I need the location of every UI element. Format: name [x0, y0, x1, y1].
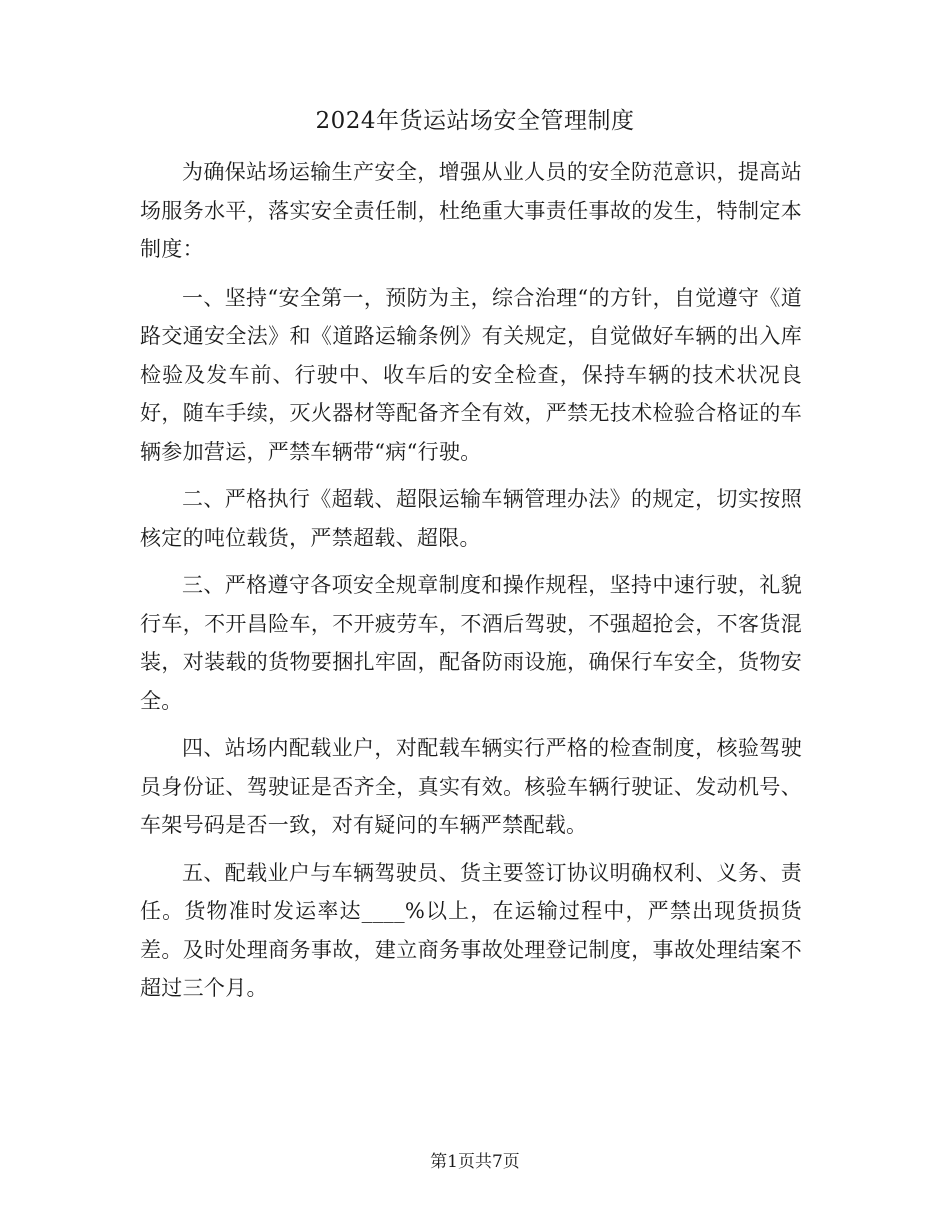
section-2-paragraph: 二、严格执行《超载、超限运输车辆管理办法》的规定，切实按照核定的吨位载货，严禁超载、超限。 [140, 487, 802, 550]
intro-paragraph: 为确保站场运输生产安全，增强从业人员的安全防范意识，提高站场服务水平，落实安全责任制，杜绝重大事责任事故的发生，特制定本制度： [140, 160, 802, 261]
document-title: 2024年货运站场安全管理制度 [315, 108, 635, 134]
section-4-paragraph: 四、站场内配载业户，对配载车辆实行严格的检查制度，核验驾驶员身份证、驾驶证是否齐全，真实有效。核验车辆行驶证、发动机号、车架号码是否一致，对有疑问的车辆严禁配载。 [140, 736, 802, 837]
section-1-paragraph: 一、坚持“安全第一，预防为主，综合治理“的方针，自觉遵守《道路交通安全法》和《道路运输条例》有关规定，自觉做好车辆的出入库检验及发车前、行驶中、收车后的安全检查，保持车辆的技术状况良好，随车手续，灭火器材等配备齐全有效，严禁无技术检验合格证的车辆参加营运，严禁车辆带“病“行驶。 [140, 285, 802, 464]
section-3-paragraph: 三、严格遵守各项安全规章制度和操作规程，坚持中速行驶，礼貌行车，不开昌险车，不开疲劳车，不酒后驾驶，不强超抢会，不客货混装，对装载的货物要捆扎牢固，配备防雨设施，确保行车安全，货物安全。 [140, 573, 802, 713]
page-number-footer: 第1页共7页 [430, 1152, 520, 1172]
section-5-paragraph: 五、配载业户与车辆驾驶员、货主要签订协议明确权利、义务、责任。货物准时发运率达____%以上，在运输过程中，严禁出现货损货差。及时处理商务事故，建立商务事故处理登记制度，事故处理结案不超过三个月。 [140, 860, 802, 1000]
document-body [140, 153, 802, 1008]
